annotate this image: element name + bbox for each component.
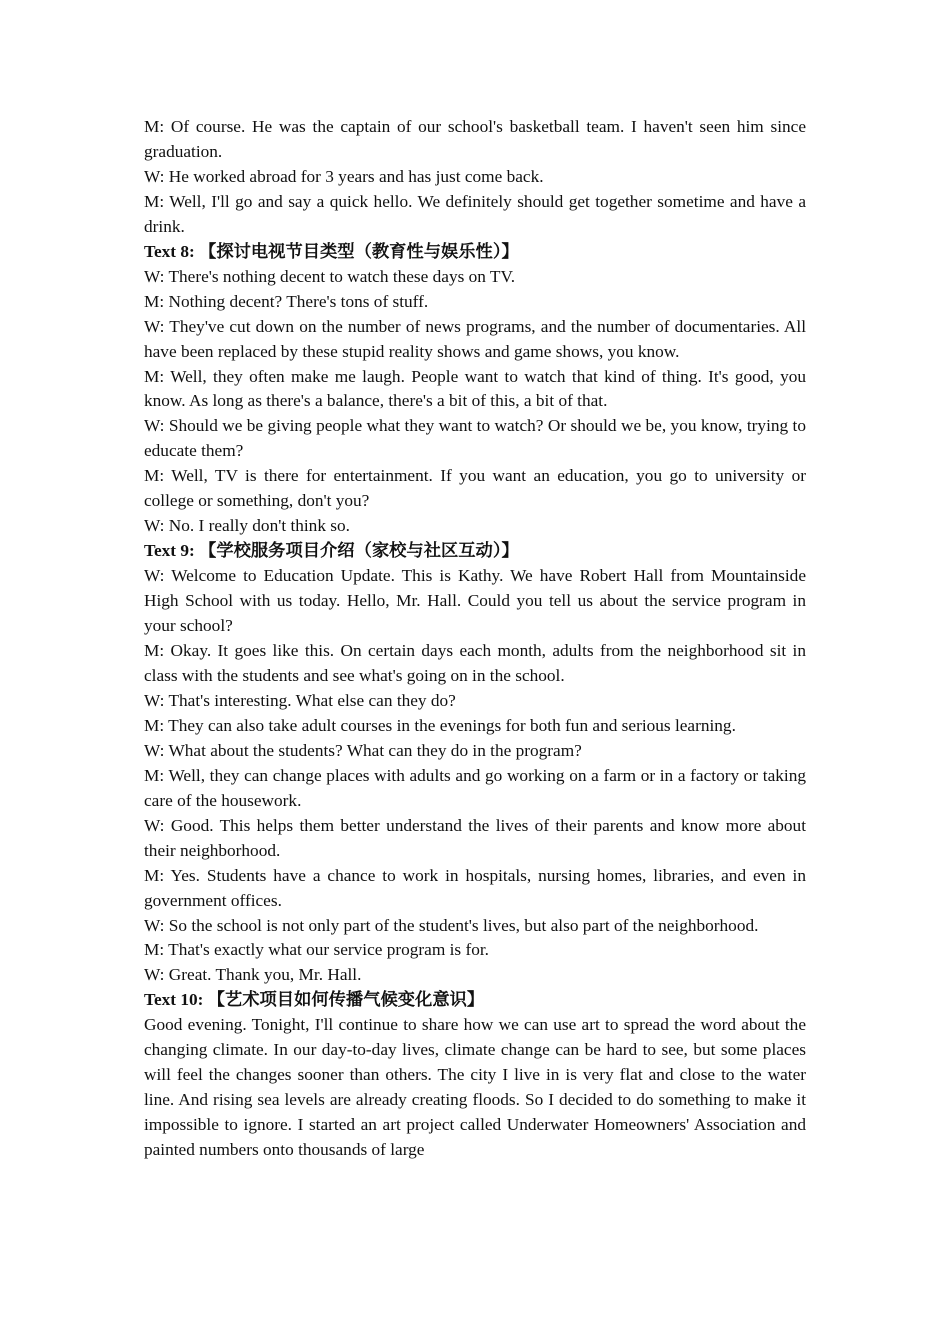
dialogue-line: M: Well, they can change places with adults and go working on a farm or in a factory or taking care of the housework. [144, 765, 806, 810]
dialogue-line: W: There's nothing decent to watch these days on TV. [144, 266, 516, 286]
section-heading-text-10: Text 10: 【艺术项目如何传播气候变化意识】 [144, 990, 485, 1010]
dialogue-line: W: That's interesting. What else can they do? [144, 690, 456, 710]
dialogue-line: W: Good. This helps them better understand the lives of their parents and know more about their neighborhood. [144, 815, 806, 860]
dialogue-line: W: Should we be giving people what they want to watch? Or should we be, you know, trying to educate them? [144, 416, 806, 461]
dialogue-line: W: What about the students? What can they do in the program? [144, 740, 582, 760]
dialogue-line: M: Yes. Students have a chance to work in hospitals, nursing homes, libraries, and even in government offices. [144, 865, 806, 910]
document-page [144, 115, 806, 1163]
section-heading-text-8: Text 8: 【探讨电视节目类型（教育性与娱乐性）】 [144, 241, 519, 261]
dialogue-line: M: Well, TV is there for entertainment. If you want an education, you go to university or college or something, don't you? [144, 466, 806, 511]
dialogue-line: W: Welcome to Education Update. This is Kathy. We have Robert Hall from Mountainside High School with us today. Hello, Mr. Hall. Could you tell us about the service program in your school? [144, 566, 806, 636]
dialogue-line: M: Okay. It goes like this. On certain days each month, adults from the neighborhood sit in class with the students and see what's going on in the school. [144, 641, 806, 685]
dialogue-line: W: They've cut down on the number of news programs, and the number of documentaries. All have been replaced by these stupid reality shows and game shows, you know. [144, 316, 806, 361]
dialogue-line: M: Of course. He was the captain of our school's basketball team. I haven't seen him since graduation. [144, 117, 806, 161]
dialogue-line: M: That's exactly what our service program is for. [144, 940, 489, 960]
section-heading-text-9: Text 9: 【学校服务项目介绍（家校与社区互动）】 [144, 541, 519, 561]
dialogue-line: M: Well, they often make me laugh. People want to watch that kind of thing. It's good, you know. As long as there's a balance, there's a bit of this, a bit of that. [144, 366, 806, 411]
dialogue-line: W: No. I really don't think so. [144, 516, 350, 536]
monologue-paragraph: Good evening. Tonight, I'll continue to share how we can use art to spread the word about the changing climate. In our day-to-day lives, climate change can be hard to see, but some places will feel the changes sooner than others. The city I live in is very flat and close to the water line. And rising sea levels are already creating floods. So I decided to do something to make it impossible to ignore. I started an art project called Underwater Homeowners' Association and painted numbers onto thousands of large [144, 1015, 806, 1160]
dialogue-line: W: So the school is not only part of the student's lives, but also part of the neighborhood. [144, 915, 759, 935]
dialogue-line: W: He worked abroad for 3 years and has just come back. [144, 166, 544, 186]
dialogue-line: M: Nothing decent? There's tons of stuff. [144, 291, 429, 311]
dialogue-line: M: They can also take adult courses in the evenings for both fun and serious learning. [144, 715, 736, 735]
dialogue-line: M: Well, I'll go and say a quick hello. We definitely should get together sometime and have a drink. [144, 191, 806, 236]
dialogue-line: W: Great. Thank you, Mr. Hall. [144, 965, 362, 985]
